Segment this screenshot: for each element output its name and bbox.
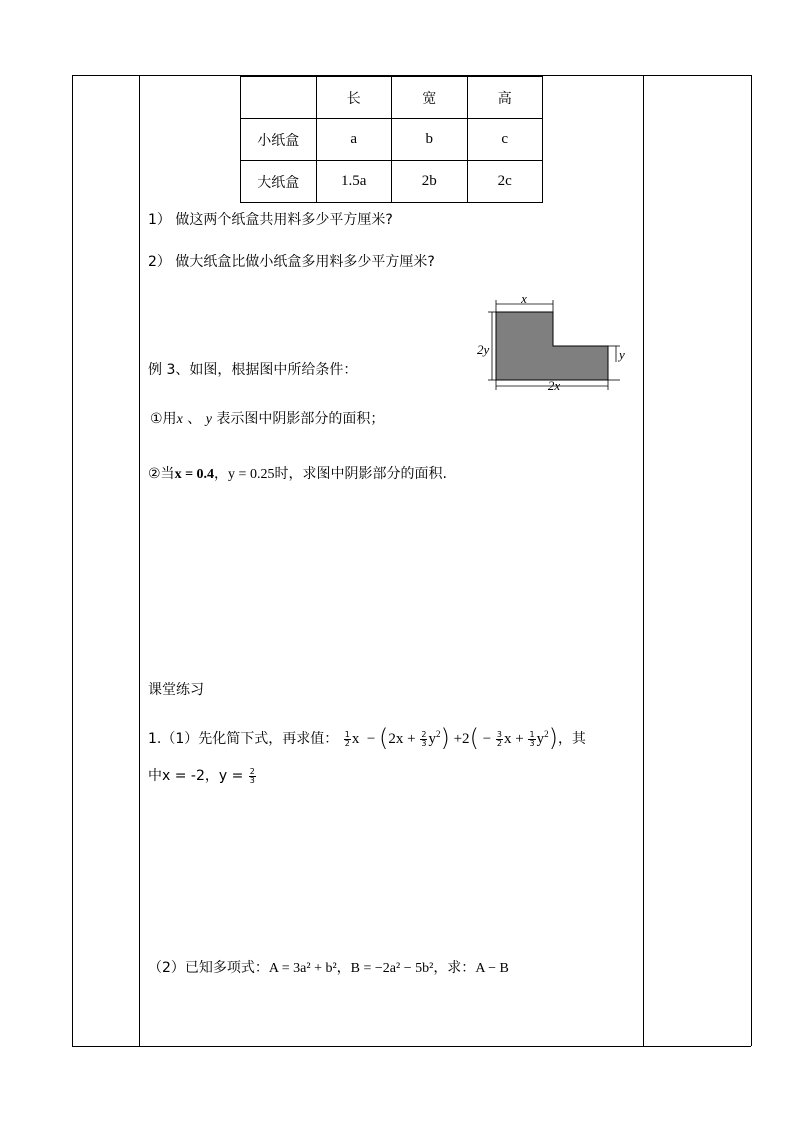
exercise-1-tail: ，其 xyxy=(557,731,586,747)
part-2-line xyxy=(148,464,447,485)
frame-bottom-border xyxy=(72,1046,751,1047)
table-header-row xyxy=(241,77,543,119)
question-2: 2） 做大纸盒比做小纸盒多用料多少平方厘米? xyxy=(148,254,435,270)
fraction-2 xyxy=(420,731,427,748)
table-cell: 小纸盒 xyxy=(241,119,317,161)
table-row xyxy=(241,119,543,161)
table-cell: 1.5a xyxy=(316,161,392,203)
label-left: 2y xyxy=(477,342,490,357)
fraction-denominator: 2 xyxy=(496,738,502,748)
fraction-denominator: 3 xyxy=(421,738,427,748)
table-cell: 大纸盒 xyxy=(241,161,317,203)
table-header-cell: 宽 xyxy=(392,77,468,119)
fraction-numerator: 1 xyxy=(529,729,535,739)
exercise-1-condition: 中x = -2，y = xyxy=(148,768,248,784)
table-cell: 2b xyxy=(392,161,468,203)
exercise-2-line xyxy=(148,958,509,979)
frame-col-divider-2 xyxy=(643,75,644,1046)
table-header-cell xyxy=(241,77,317,119)
fraction-denominator: 2 xyxy=(344,738,350,748)
exercise-1-line-1: 1.（1）先化简下式，再求值： $\frac{1}{2}$ x − (2x + $\frac{2}{3}$ $y^2) +2$( − $\frac{3}{2}$ x + $\frac{1}{3}$ $y^2$)，其 xyxy=(148,724,586,752)
fraction-denominator: 3 xyxy=(529,738,535,748)
part-1-prefix: ①用 xyxy=(150,411,177,427)
practice-title: 课堂练习 xyxy=(148,682,204,698)
exercise-2-ask: ，求： xyxy=(433,960,476,976)
fraction-numerator: 2 xyxy=(421,729,427,739)
part-2-comma: ， xyxy=(214,466,229,482)
exercise-1-lead: 1.（1）先化简下式，再求值： xyxy=(148,731,339,747)
fraction-numerator: 1 xyxy=(344,729,350,739)
x-value: x = 0.4 xyxy=(174,467,215,482)
close-paren: ) xyxy=(440,724,450,752)
table-row xyxy=(241,161,543,203)
frame-right-border xyxy=(751,75,752,1046)
fraction-numerator: 3 xyxy=(496,729,502,739)
open-paren: ( xyxy=(379,724,389,752)
table-cell: c xyxy=(467,119,543,161)
var-x: x xyxy=(176,412,183,427)
part-2-prefix: ②当 xyxy=(148,466,175,482)
l-shape-figure xyxy=(474,292,644,394)
table-cell: b xyxy=(392,119,468,161)
shaded-region xyxy=(496,312,608,380)
box-dimensions-table xyxy=(240,76,543,203)
target-expression: A − B xyxy=(475,961,509,976)
exercise-2-comma: ， xyxy=(336,960,351,976)
var-y: y xyxy=(205,412,212,427)
question-1: 1） 做这两个纸盒共用料多少平方厘米? xyxy=(148,212,393,228)
part-1-sep: 、 xyxy=(182,411,206,427)
frame-col-divider-1 xyxy=(139,75,140,1046)
table-cell: a xyxy=(316,119,392,161)
polynomial-b: B = −2a² − 5b² xyxy=(350,961,434,976)
label-right: y xyxy=(619,347,625,362)
part-1-suffix: 表示图中阴影部分的面积； xyxy=(211,411,385,427)
table-header-cell: 长 xyxy=(316,77,392,119)
table-header-cell: 高 xyxy=(467,77,543,119)
y-value: y = 0.25 xyxy=(228,467,275,482)
fraction-3 xyxy=(496,731,503,748)
fraction-denominator: 3 xyxy=(249,775,255,785)
frame-left-border xyxy=(72,75,73,1046)
open-paren: ( xyxy=(469,724,479,752)
part-1-line xyxy=(150,409,384,430)
close-paren: ) xyxy=(548,724,558,752)
label-top: x xyxy=(521,292,527,306)
fraction-5 xyxy=(249,768,256,785)
part-2-suffix: 时，求图中阴影部分的面积. xyxy=(274,466,447,482)
exercise-2-lead: （2）已知多项式： xyxy=(148,960,269,976)
table-cell: 2c xyxy=(467,161,543,203)
fraction-numerator: 2 xyxy=(249,766,255,776)
polynomial-a: A = 3a² + b² xyxy=(268,961,337,976)
exercise-1-line-2 xyxy=(148,764,257,788)
fraction-1 xyxy=(344,731,351,748)
example-3-heading: 例 3、如图，根据图中所给条件： xyxy=(148,362,358,378)
fraction-4 xyxy=(528,731,535,748)
label-bottom: 2x xyxy=(547,378,561,393)
